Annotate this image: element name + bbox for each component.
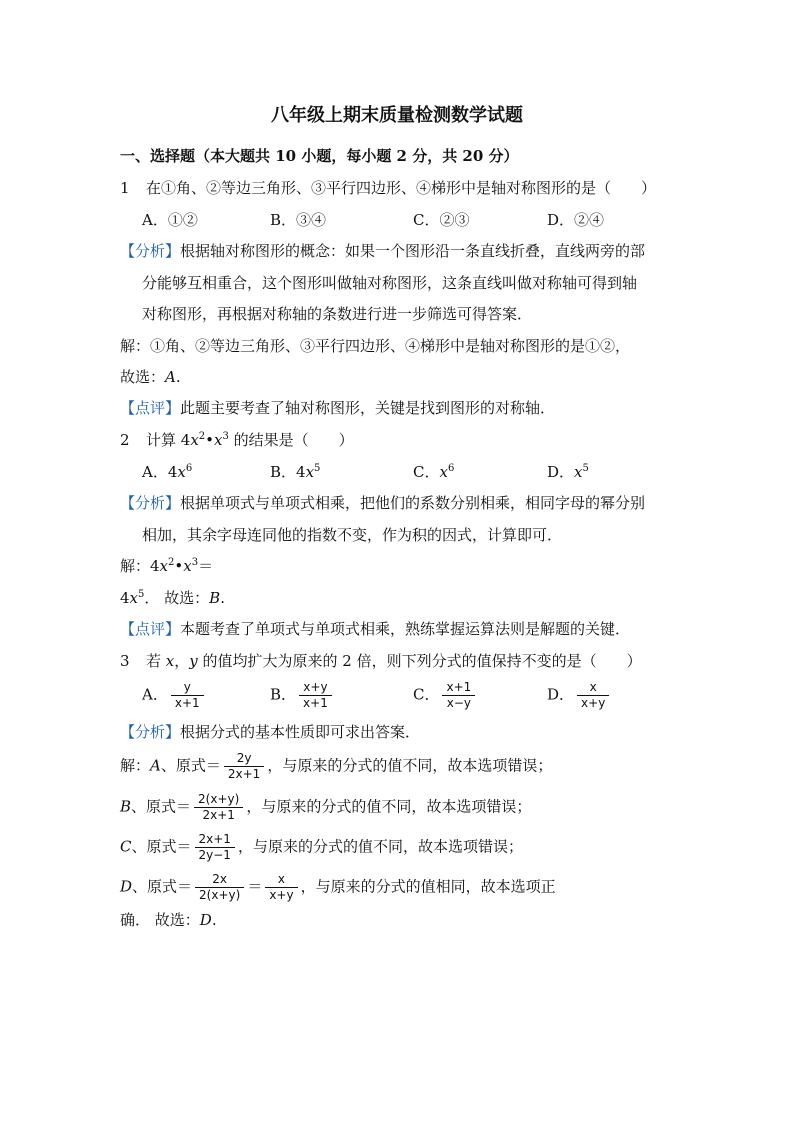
q3-solution-a bbox=[120, 751, 552, 782]
q2-analysis-line-1 bbox=[120, 493, 645, 513]
answer-prefix: ． 故选： bbox=[144, 589, 210, 607]
solution-text: ，与原来的分式的值不同，故本选项错误； bbox=[237, 837, 523, 856]
numerator: 2(x+y) bbox=[194, 792, 243, 808]
q1-option-b: B．③④ bbox=[270, 211, 327, 229]
denominator: x+y bbox=[581, 696, 606, 710]
q2-option-c bbox=[413, 462, 454, 482]
var-y: y bbox=[189, 652, 198, 670]
option-letter: D bbox=[120, 877, 133, 896]
q1-option-a: A．①② bbox=[142, 211, 198, 229]
comment-tag: 【点评】 bbox=[120, 399, 181, 417]
numerator: x+y bbox=[299, 680, 332, 696]
q3-option-b bbox=[270, 680, 335, 711]
question-text: 在①角、②等边三角形、③平行四边形、④梯形中是轴对称图形的是（ ） bbox=[146, 179, 657, 197]
fraction bbox=[194, 792, 243, 823]
exponent: 5 bbox=[138, 589, 145, 600]
q1-analysis-line-2: 分能够互相重合，这个图形叫做轴对称图形，这条直线叫做对称轴可得到轴 bbox=[142, 274, 638, 292]
numerator: y bbox=[171, 680, 204, 696]
answer-end: . bbox=[220, 589, 225, 607]
question-number: 1 bbox=[120, 179, 130, 197]
solution-text: 、原式＝ bbox=[131, 797, 192, 816]
q1-option-d: D．②④ bbox=[547, 211, 605, 229]
exponent: 5 bbox=[314, 463, 321, 474]
denominator: 2x+1 bbox=[202, 808, 235, 822]
solution-text: ，与原来的分式的值不同，故本选项错误； bbox=[246, 797, 532, 816]
question-1-stem bbox=[120, 178, 656, 198]
q1-answer bbox=[120, 367, 181, 387]
fraction bbox=[299, 680, 332, 711]
equals: ＝ bbox=[198, 557, 214, 575]
q1-analysis-line-3: 对称图形，再根据对称轴的条数进行进一步筛选可得答案． bbox=[142, 305, 533, 323]
option-letter: A bbox=[150, 756, 161, 775]
answer-end: . bbox=[211, 911, 217, 929]
option-label: B．4 bbox=[270, 463, 306, 481]
question-3-stem bbox=[120, 651, 642, 671]
numerator: x+1 bbox=[442, 680, 475, 696]
comment-text: 此题主要考查了轴对称图形，关键是找到图形的对称轴． bbox=[180, 399, 556, 417]
analysis-text: 根据轴对称图形的概念：如果一个图形沿一条直线折叠，直线两旁的部 bbox=[180, 242, 646, 260]
analysis-tag: 【分析】 bbox=[120, 242, 181, 260]
solution-text: 、原式＝ bbox=[132, 877, 193, 896]
var-x: x bbox=[439, 463, 448, 481]
q1-option-c: C．②③ bbox=[413, 211, 470, 229]
exponent: 6 bbox=[185, 463, 193, 474]
q3-solution-d bbox=[120, 872, 556, 903]
denominator: 2x+1 bbox=[227, 767, 261, 781]
fraction bbox=[195, 832, 235, 863]
q3-analysis bbox=[120, 722, 420, 742]
denominator: 2y−1 bbox=[198, 848, 231, 862]
fraction bbox=[265, 872, 297, 903]
option-label: D． bbox=[547, 463, 575, 481]
exponent: 5 bbox=[582, 463, 589, 474]
section-heading: 一、选择题（本大题共 10 小题，每小题 2 分，共 20 分） bbox=[120, 147, 519, 165]
stem-text: 计算 4 bbox=[146, 431, 191, 449]
q3-answer bbox=[120, 910, 217, 930]
solution-text: ，与原来的分式的值相同，故本选项正 bbox=[300, 877, 556, 896]
q1-analysis-line-1 bbox=[120, 241, 645, 261]
comment-text: 本题考查了单项式与单项式相乘，熟练掌握运算法则是解题的关键． bbox=[180, 620, 631, 638]
var-x: x bbox=[183, 557, 192, 575]
var-x: x bbox=[177, 463, 186, 481]
question-number: 3 bbox=[120, 652, 130, 670]
solution-text: 、原式＝ bbox=[160, 756, 221, 775]
exponent: 2 bbox=[168, 557, 175, 568]
exponent: 6 bbox=[447, 463, 455, 474]
question-number: 2 bbox=[120, 431, 130, 449]
denominator: x+1 bbox=[174, 696, 200, 710]
answer-letter: A bbox=[165, 368, 176, 386]
q2-result bbox=[120, 588, 225, 608]
denominator: x−y bbox=[446, 696, 472, 710]
option-label: D． bbox=[547, 685, 575, 704]
q3-option-d bbox=[547, 680, 612, 711]
numerator: x bbox=[577, 680, 609, 696]
q2-analysis-line-2: 相加，其余字母连同他的指数不变，作为积的因式，计算即可． bbox=[142, 526, 563, 544]
page-title: 八年级上期末质量检测数学试题 bbox=[271, 105, 523, 126]
var-x: x bbox=[159, 557, 169, 575]
answer-letter: B bbox=[209, 589, 221, 607]
q3-solution-c bbox=[120, 832, 523, 863]
exponent: 3 bbox=[222, 431, 229, 442]
solution-text: 解： bbox=[120, 756, 151, 775]
option-label: A． bbox=[142, 685, 168, 704]
numerator: 2x bbox=[195, 872, 244, 888]
q2-option-b bbox=[270, 462, 320, 482]
answer-letter: D bbox=[199, 911, 212, 929]
comment-tag: 【点评】 bbox=[120, 620, 181, 638]
numerator: 2y bbox=[224, 751, 264, 767]
denominator: 2(x+y) bbox=[199, 888, 241, 902]
var-x: x bbox=[574, 463, 583, 481]
var-x: x bbox=[165, 652, 175, 670]
var-x: x bbox=[214, 431, 223, 449]
fraction bbox=[171, 680, 204, 711]
var-x: x bbox=[305, 463, 315, 481]
q3-option-a bbox=[142, 680, 207, 711]
answer-prefix: 故选： bbox=[120, 368, 166, 386]
q2-option-a bbox=[142, 462, 192, 482]
solution-text: 、原式＝ bbox=[131, 837, 192, 856]
option-label: B． bbox=[270, 685, 297, 704]
dot: • bbox=[174, 557, 184, 575]
var-x: x bbox=[129, 589, 139, 607]
exponent: 2 bbox=[198, 431, 206, 442]
analysis-text: 根据分式的基本性质即可求出答案． bbox=[180, 723, 421, 741]
fraction bbox=[224, 751, 264, 782]
coefficient: 4 bbox=[120, 589, 130, 607]
answer-prefix: 确． 故选： bbox=[120, 911, 200, 929]
fraction bbox=[442, 680, 475, 711]
analysis-text: 根据单项式与单项式相乘，把他们的系数分别相乘，相同字母的幂分别 bbox=[180, 494, 646, 512]
question-2-stem bbox=[120, 430, 354, 450]
option-letter: B bbox=[120, 797, 132, 816]
stem-text: 的值均扩大为原来的 2 倍，则下列分式的值保持不变的是（ ） bbox=[197, 652, 642, 670]
comma: ， bbox=[174, 652, 190, 670]
analysis-tag: 【分析】 bbox=[120, 723, 181, 741]
q2-comment bbox=[120, 619, 630, 639]
var-x: x bbox=[190, 431, 199, 449]
answer-end: . bbox=[175, 368, 181, 386]
dot: • bbox=[205, 431, 215, 449]
numerator: x bbox=[265, 872, 297, 888]
q1-comment bbox=[120, 398, 555, 418]
q2-option-d bbox=[547, 462, 589, 482]
q3-option-c bbox=[413, 680, 478, 711]
option-label: C． bbox=[413, 463, 440, 481]
option-letter: C bbox=[120, 837, 132, 856]
stem-text: 若 bbox=[146, 652, 166, 670]
fraction bbox=[195, 872, 244, 903]
equals: ＝ bbox=[247, 877, 263, 896]
analysis-tag: 【分析】 bbox=[120, 494, 181, 512]
denominator: x+y bbox=[269, 888, 294, 902]
q1-solution: 解：①角、②等边三角形、③平行四边形、④梯形中是轴对称图形的是①②， bbox=[120, 337, 631, 355]
q3-solution-b bbox=[120, 792, 531, 823]
numerator: 2x+1 bbox=[195, 832, 235, 848]
solution-text: 解：4 bbox=[120, 557, 160, 575]
denominator: x+1 bbox=[303, 696, 328, 710]
solution-text: ，与原来的分式的值不同，故本选项错误； bbox=[267, 756, 553, 775]
fraction bbox=[577, 680, 609, 711]
q2-solution bbox=[120, 556, 213, 576]
exponent: 3 bbox=[191, 557, 199, 568]
option-label: A．4 bbox=[142, 463, 178, 481]
stem-text: 的结果是（ ） bbox=[228, 431, 354, 449]
option-label: C． bbox=[413, 685, 440, 704]
